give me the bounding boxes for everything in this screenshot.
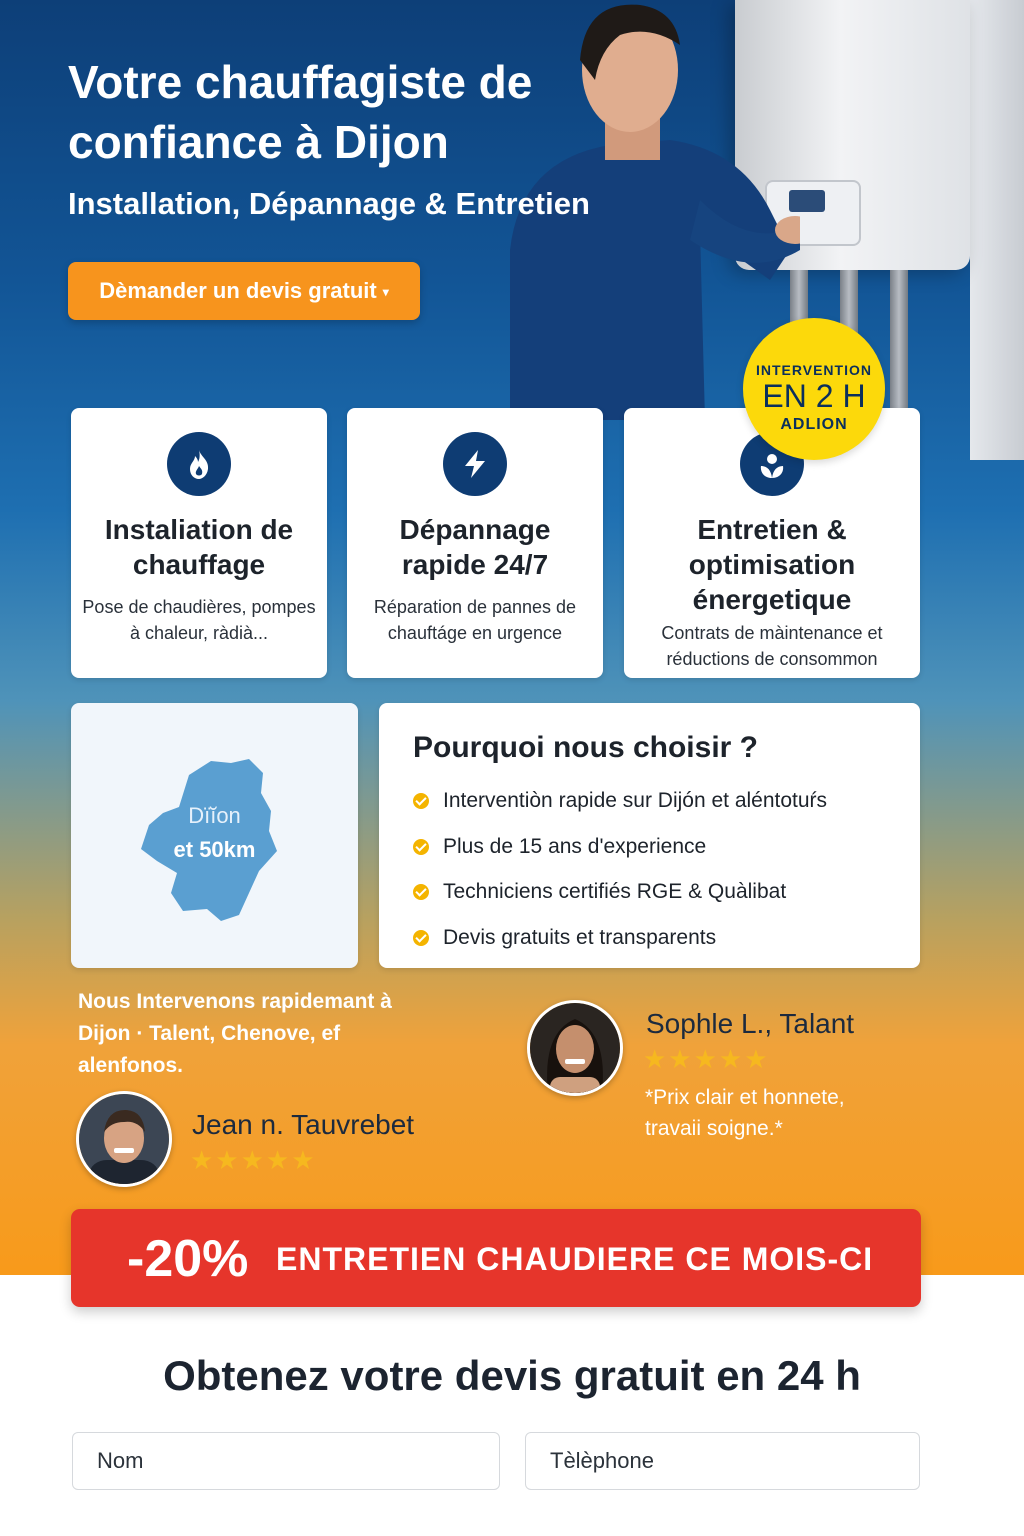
star-rating: ★★★★★ [190, 1145, 317, 1175]
service-description: Pose de chaudières, pompes à chaleur, ràdià... [82, 597, 316, 643]
star-rating: ★★★★★ [643, 1044, 770, 1074]
name-field[interactable] [72, 1432, 500, 1490]
list-item [413, 880, 827, 926]
service-area-map [71, 703, 358, 968]
check-icon [413, 839, 429, 855]
list-item [413, 835, 827, 881]
why-item-text: Devis gratuits et transparents [443, 925, 717, 949]
testimonial-name: Sophle L., Talant [646, 1008, 855, 1039]
wall-background [970, 0, 1024, 460]
badge-line3: ADLION [780, 416, 848, 433]
why-choose-us-card [379, 703, 920, 968]
testimonial-name: Jean n. Tauvrebet [192, 1109, 415, 1140]
list-item [413, 789, 827, 835]
service-card-maintenance[interactable] [624, 408, 920, 678]
service-card-installation[interactable] [71, 408, 327, 678]
check-icon [413, 930, 429, 946]
service-area-text: Nous Intervenons rapidemant à Dijon · Talent, Chenove, ef alenfonos. [78, 990, 392, 1077]
map-city-label: Dïĭon [188, 803, 241, 828]
pipe [890, 270, 908, 420]
hero-subheadline: Installation, Dépannage & Entretien [68, 186, 590, 221]
form-title: Obtenez votre devis gratuit en 24 h [163, 1352, 861, 1399]
promo-percent: -20% [127, 1230, 249, 1288]
why-item-text: Plus de 15 ans d'experience [443, 834, 707, 858]
service-card-repair[interactable] [347, 408, 603, 678]
map-radius-label: et 50km [173, 837, 256, 862]
chevron-down-icon: ▾ [382, 285, 389, 300]
badge-line1: INTERVENTION [756, 362, 872, 378]
service-description: Contrats de màintenance et réductions de consommon [661, 623, 883, 669]
service-title: Instaliation de chauffage [104, 514, 294, 580]
request-quote-button[interactable] [68, 262, 420, 320]
promo-text: ENTRETIEN CHAUDIERE CE MOIS-CI [276, 1241, 874, 1277]
phone-field[interactable] [525, 1432, 920, 1490]
why-item-text: Techniciens certifiés RGE & Quàlibat [443, 880, 787, 903]
map-region-shape [71, 703, 358, 968]
why-list [413, 789, 827, 971]
why-item-text: Interventiòn rapide sur Dijón et aléntotuŕs [443, 789, 828, 812]
testimonial-quote: *Prix clair et honnete, travaii soigne.* [645, 1086, 845, 1140]
hero-headline: Votre chauffagiste de confiance à Dijon [68, 56, 533, 168]
why-title: Pourquoi nous choisir ? [413, 731, 758, 764]
promo-banner[interactable] [71, 1209, 921, 1307]
avatar-jean [76, 1091, 172, 1187]
check-icon [413, 793, 429, 809]
service-title: Dépannage rapide 24/7 [399, 514, 551, 580]
request-quote-label: Dèmander un devis gratuit [99, 278, 377, 303]
service-title: Entretien & optimisation énergetique [688, 514, 856, 615]
intervention-badge [743, 318, 885, 460]
avatar-sophie [527, 1000, 623, 1096]
service-description: Réparation de pannes de chauftáge en urgence [373, 597, 577, 643]
list-item [413, 926, 827, 972]
check-icon [413, 884, 429, 900]
lightning-icon [443, 432, 507, 496]
badge-line2: EN 2 H [762, 378, 866, 414]
flame-icon [167, 432, 231, 496]
